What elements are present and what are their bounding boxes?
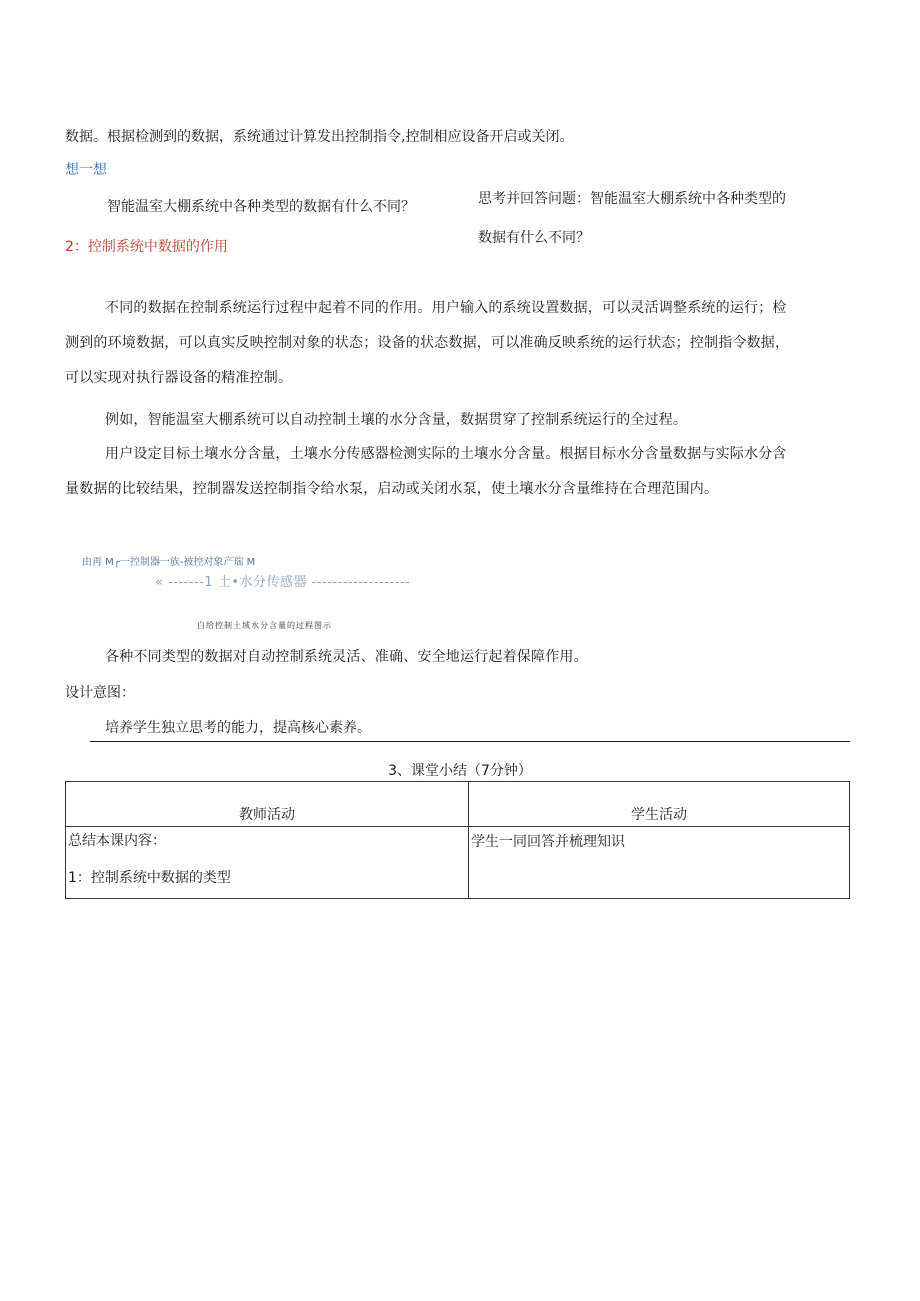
paragraph-process bbox=[65, 437, 855, 507]
paragraph-data-roles bbox=[65, 291, 855, 396]
intro-text-line: 数据。根据检测到的数据，系统通过计算发出控制指令,控制相应设备开启或关闭。 bbox=[65, 129, 574, 145]
design-intent-label: 设计意图： bbox=[65, 685, 135, 701]
student-summary-text: 学生一同回答并梳理知识 bbox=[471, 834, 625, 850]
paragraph-summary: 各种不同类型的数据对自动控制系统灵活、准确、安全地运行起着保障作用。 bbox=[105, 649, 588, 665]
think-heading: 想一想 bbox=[65, 162, 107, 178]
paragraph-example: 例如，智能温室大棚系统可以自动控制土壤的水分含量，数据贯穿了控制系统运行的全过程。 bbox=[105, 412, 688, 428]
diagram-feedback-line: « -------1 土•水分传感器 ------------------- bbox=[155, 575, 411, 590]
student-task-line-2: 数据有什么不同？ bbox=[478, 230, 590, 246]
table-row bbox=[66, 827, 850, 899]
teacher-summary-item: 1：控制系统中数据的类型 bbox=[68, 870, 231, 886]
paragraph-line: 量数据的比较结果，控制器发送控制指令给水泵，启动或关闭水泵，使土壤水分含量维持在合理范围内。 bbox=[65, 481, 719, 497]
paragraph-line: 用户设定目标土壤水分含量，土壤水分传感器检测实际的土壤水分含量。根据目标水分含量数据与实际水分含 bbox=[105, 446, 787, 462]
table-header-row bbox=[66, 782, 850, 827]
section-2-heading: 2：控制系统中数据的作用 bbox=[65, 239, 228, 255]
teacher-activity-header: 教师活动 bbox=[66, 782, 469, 827]
summary-title: 3、课堂小结（7分钟） bbox=[388, 763, 532, 779]
design-intent-text: 培养学生独立思考的能力，提高核心素养。 bbox=[105, 720, 371, 736]
student-activity-header: 学生活动 bbox=[469, 782, 850, 827]
paragraph-line: 不同的数据在控制系统运行过程中起着不同的作用。用户输入的系统设置数据，可以灵活调整系统的运行；检 bbox=[105, 300, 787, 316]
diagram-flow-label: 由再 M┌一控制器一族-被控对象产瑞 M bbox=[82, 557, 256, 568]
paragraph-line: 可以实现对执行器设备的精准控制。 bbox=[65, 370, 293, 386]
section-divider bbox=[90, 741, 850, 742]
teacher-activity-cell bbox=[66, 827, 469, 899]
think-question: 智能温室大棚系统中各种类型的数据有什么不同？ bbox=[107, 199, 415, 215]
summary-table bbox=[65, 781, 850, 899]
paragraph-line: 测到的环境数据，可以真实反映控制对象的状态；设备的状态数据，可以准确反映系统的运行状态；控制指令数据， bbox=[65, 335, 790, 351]
teacher-summary-label: 总结本课内容： bbox=[68, 833, 166, 849]
student-activity-cell bbox=[469, 827, 850, 899]
student-task-line-1: 思考并回答问题：智能温室大棚系统中各种类型的 bbox=[478, 191, 786, 207]
diagram-caption: 白给控制土域水分含量的过程图示 bbox=[197, 621, 332, 630]
